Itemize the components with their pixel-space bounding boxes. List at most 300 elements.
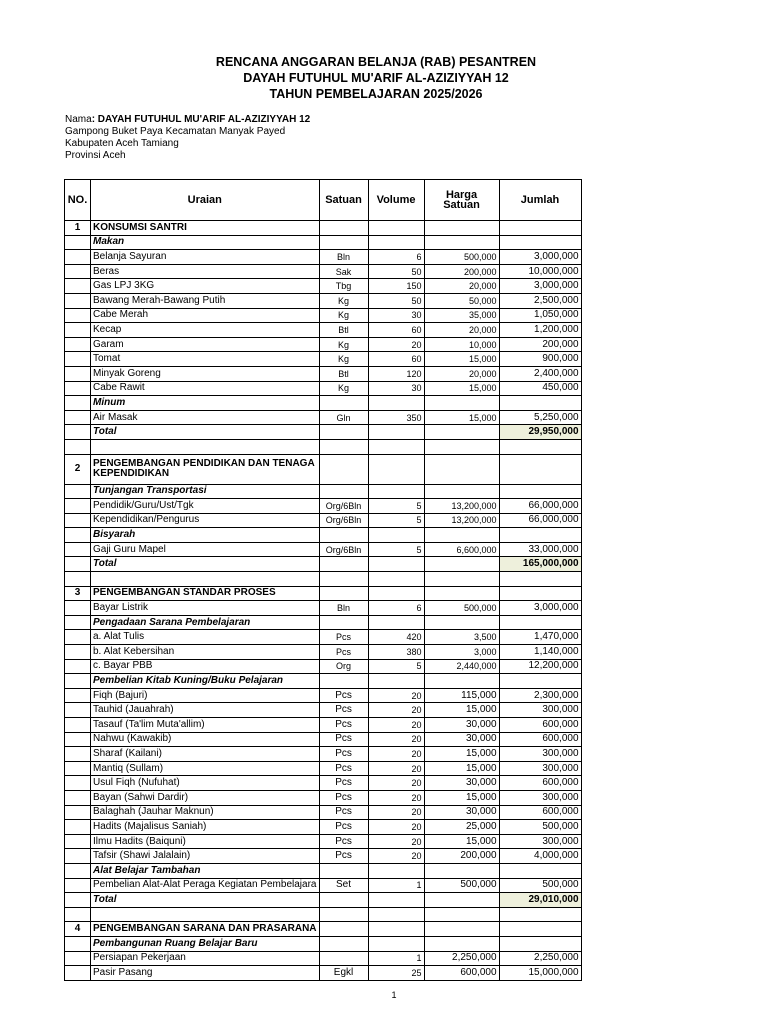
cell-no xyxy=(65,439,91,454)
cell-jumlah: 33,000,000 xyxy=(499,542,581,557)
table-row xyxy=(65,528,582,543)
cell-uraian: Garam xyxy=(91,337,320,352)
cell-no xyxy=(65,572,91,587)
cell-jumlah xyxy=(499,572,581,587)
cell-volume: 20 xyxy=(368,834,424,849)
cell-harga: 50,000 xyxy=(424,293,499,308)
cell-harga: 13,200,000 xyxy=(424,513,499,528)
cell-jumlah: 2,400,000 xyxy=(499,366,581,381)
cell-uraian: Tomat xyxy=(91,352,320,367)
cell-uraian: Pembelian Alat-Alat Peraga Kegiatan Pembelajara xyxy=(91,878,320,893)
cell-harga xyxy=(424,425,499,440)
cell-satuan xyxy=(319,528,368,543)
cell-jumlah xyxy=(499,484,581,499)
cell-no xyxy=(65,528,91,543)
cell-harga: 35,000 xyxy=(424,308,499,323)
cell-satuan: Kg xyxy=(319,381,368,396)
info-address: Gampong Buket Paya Kecamatan Manyak Payed xyxy=(65,126,286,137)
cell-harga xyxy=(424,484,499,499)
cell-satuan xyxy=(319,454,368,484)
cell-harga xyxy=(424,235,499,250)
cell-volume: 5 xyxy=(368,513,424,528)
cell-jumlah: 5,250,000 xyxy=(499,410,581,425)
cell-no xyxy=(65,820,91,835)
cell-no xyxy=(65,805,91,820)
cell-harga: 25,000 xyxy=(424,820,499,835)
cell-satuan xyxy=(319,221,368,236)
table-row xyxy=(65,966,582,981)
table-row xyxy=(65,221,582,236)
cell-harga: 15,000 xyxy=(424,381,499,396)
cell-harga xyxy=(424,936,499,951)
cell-no xyxy=(65,776,91,791)
cell-uraian: Hadits (Majalisus Saniah) xyxy=(91,820,320,835)
table-row xyxy=(65,907,582,922)
cell-satuan: Pcs xyxy=(319,688,368,703)
cell-jumlah: 2,300,000 xyxy=(499,688,581,703)
cell-harga xyxy=(424,454,499,484)
cell-satuan: Pcs xyxy=(319,761,368,776)
cell-harga: 600,000 xyxy=(424,966,499,981)
cell-harga: 15,000 xyxy=(424,761,499,776)
cell-jumlah xyxy=(499,936,581,951)
cell-volume xyxy=(368,586,424,601)
cell-jumlah xyxy=(499,396,581,411)
cell-satuan: Pcs xyxy=(319,645,368,660)
cell-volume xyxy=(368,936,424,951)
cell-jumlah: 600,000 xyxy=(499,776,581,791)
table-row xyxy=(65,601,582,616)
table-row xyxy=(65,352,582,367)
cell-harga: 2,440,000 xyxy=(424,659,499,674)
cell-uraian: Tunjangan Transportasi xyxy=(91,484,320,499)
cell-volume xyxy=(368,893,424,908)
info-province: Provinsi Aceh xyxy=(65,150,126,161)
cell-jumlah: 15,000,000 xyxy=(499,966,581,981)
table-row xyxy=(65,499,582,514)
info-name xyxy=(65,114,310,125)
table-row xyxy=(65,893,582,908)
table-row xyxy=(65,410,582,425)
cell-volume: 20 xyxy=(368,718,424,733)
cell-satuan: Sak xyxy=(319,264,368,279)
cell-satuan xyxy=(319,572,368,587)
cell-volume xyxy=(368,235,424,250)
cell-satuan: Org/6Bln xyxy=(319,499,368,514)
cell-jumlah xyxy=(499,221,581,236)
table-row xyxy=(65,674,582,689)
budget-table xyxy=(64,179,582,981)
cell-jumlah: 300,000 xyxy=(499,747,581,762)
cell-jumlah: 1,200,000 xyxy=(499,323,581,338)
cell-uraian: Fiqh (Bajuri) xyxy=(91,688,320,703)
cell-satuan xyxy=(319,615,368,630)
table-row xyxy=(65,936,582,951)
cell-volume xyxy=(368,572,424,587)
doc-title-line-3: TAHUN PEMBELAJARAN 2025/2026 xyxy=(269,87,483,101)
cell-jumlah xyxy=(499,674,581,689)
cell-volume: 30 xyxy=(368,381,424,396)
table-row xyxy=(65,878,582,893)
cell-jumlah xyxy=(499,586,581,601)
cell-no xyxy=(65,747,91,762)
cell-harga: 200,000 xyxy=(424,849,499,864)
cell-satuan: Kg xyxy=(319,352,368,367)
cell-uraian: Bayar Listrik xyxy=(91,601,320,616)
cell-uraian: PENGEMBANGAN STANDAR PROSES xyxy=(91,586,320,601)
cell-no xyxy=(65,863,91,878)
cell-uraian: Pendidik/Guru/Ust/Tgk xyxy=(91,499,320,514)
cell-no xyxy=(65,688,91,703)
cell-no xyxy=(65,834,91,849)
col-header-satuan: Satuan xyxy=(319,180,368,221)
cell-satuan: Kg xyxy=(319,337,368,352)
table-row xyxy=(65,542,582,557)
cell-uraian: Tafsir (Shawi Jalalain) xyxy=(91,849,320,864)
cell-volume: 6 xyxy=(368,250,424,265)
cell-uraian: PENGEMBANGAN SARANA DAN PRASARANA xyxy=(91,922,320,937)
table-row xyxy=(65,323,582,338)
table-row xyxy=(65,659,582,674)
cell-uraian: Beras xyxy=(91,264,320,279)
cell-jumlah xyxy=(499,863,581,878)
cell-satuan xyxy=(319,936,368,951)
cell-volume: 20 xyxy=(368,776,424,791)
cell-volume: 20 xyxy=(368,849,424,864)
cell-harga: 15,000 xyxy=(424,703,499,718)
cell-uraian: Persiapan Pekerjaan xyxy=(91,951,320,966)
cell-volume xyxy=(368,221,424,236)
cell-jumlah: 300,000 xyxy=(499,834,581,849)
cell-uraian: Cabe Rawit xyxy=(91,381,320,396)
cell-uraian: Belanja Sayuran xyxy=(91,250,320,265)
cell-no xyxy=(65,907,91,922)
cell-uraian: Nahwu (Kawakib) xyxy=(91,732,320,747)
cell-no xyxy=(65,308,91,323)
cell-jumlah: 29,010,000 xyxy=(499,893,581,908)
cell-harga: 2,250,000 xyxy=(424,951,499,966)
cell-harga: 500,000 xyxy=(424,601,499,616)
table-row xyxy=(65,718,582,733)
cell-no xyxy=(65,630,91,645)
col-header-harga: Harga Satuan xyxy=(424,180,499,221)
table-row xyxy=(65,747,582,762)
table-row xyxy=(65,235,582,250)
cell-uraian: Sharaf (Kailani) xyxy=(91,747,320,762)
cell-no xyxy=(65,352,91,367)
cell-no xyxy=(65,410,91,425)
cell-harga: 30,000 xyxy=(424,718,499,733)
cell-satuan: Pcs xyxy=(319,805,368,820)
cell-uraian: a. Alat Tulis xyxy=(91,630,320,645)
cell-harga xyxy=(424,439,499,454)
cell-volume: 20 xyxy=(368,703,424,718)
cell-volume xyxy=(368,396,424,411)
cell-uraian: Bayan (Sahwi Dardir) xyxy=(91,790,320,805)
table-row xyxy=(65,834,582,849)
cell-no xyxy=(65,264,91,279)
cell-volume: 20 xyxy=(368,761,424,776)
cell-uraian: c. Bayar PBB xyxy=(91,659,320,674)
info-regency: Kabupaten Aceh Tamiang xyxy=(65,138,179,149)
cell-satuan xyxy=(319,586,368,601)
cell-volume: 350 xyxy=(368,410,424,425)
table-row xyxy=(65,366,582,381)
table-row xyxy=(65,586,582,601)
table-row xyxy=(65,279,582,294)
table-row xyxy=(65,688,582,703)
cell-uraian: Pengadaan Sarana Pembelajaran xyxy=(91,615,320,630)
cell-harga: 20,000 xyxy=(424,366,499,381)
cell-harga: 3,000 xyxy=(424,645,499,660)
cell-uraian: Minyak Goreng xyxy=(91,366,320,381)
cell-uraian: Gas LPJ 3KG xyxy=(91,279,320,294)
cell-uraian xyxy=(91,907,320,922)
cell-uraian xyxy=(91,439,320,454)
cell-jumlah: 300,000 xyxy=(499,761,581,776)
cell-volume: 60 xyxy=(368,323,424,338)
cell-volume: 20 xyxy=(368,732,424,747)
table-row xyxy=(65,776,582,791)
cell-volume xyxy=(368,425,424,440)
cell-harga: 15,000 xyxy=(424,790,499,805)
table-header-row xyxy=(65,180,582,221)
cell-harga xyxy=(424,863,499,878)
cell-satuan: Pcs xyxy=(319,834,368,849)
cell-harga xyxy=(424,586,499,601)
cell-uraian xyxy=(91,572,320,587)
cell-volume: 5 xyxy=(368,499,424,514)
cell-satuan: Bln xyxy=(319,601,368,616)
table-row xyxy=(65,484,582,499)
cell-harga: 500,000 xyxy=(424,250,499,265)
cell-satuan xyxy=(319,893,368,908)
cell-jumlah: 300,000 xyxy=(499,703,581,718)
cell-uraian: Total xyxy=(91,893,320,908)
cell-volume: 6 xyxy=(368,601,424,616)
table-row xyxy=(65,337,582,352)
page-number: 1 xyxy=(391,990,397,1000)
cell-volume xyxy=(368,674,424,689)
cell-harga: 20,000 xyxy=(424,323,499,338)
cell-harga: 15,000 xyxy=(424,834,499,849)
cell-no xyxy=(65,293,91,308)
cell-jumlah xyxy=(499,439,581,454)
cell-satuan: Pcs xyxy=(319,630,368,645)
cell-uraian: Ilmu Hadits (Baiquni) xyxy=(91,834,320,849)
table-row xyxy=(65,454,582,484)
cell-uraian: Tauhid (Jauahrah) xyxy=(91,703,320,718)
cell-volume: 380 xyxy=(368,645,424,660)
cell-satuan xyxy=(319,396,368,411)
cell-harga xyxy=(424,221,499,236)
cell-harga: 15,000 xyxy=(424,352,499,367)
cell-volume: 20 xyxy=(368,790,424,805)
cell-harga xyxy=(424,922,499,937)
cell-no xyxy=(65,542,91,557)
cell-harga xyxy=(424,674,499,689)
cell-satuan: Kg xyxy=(319,308,368,323)
doc-title-line-2: DAYAH FUTUHUL MU'ARIF AL-AZIZIYYAH 12 xyxy=(243,71,509,85)
cell-jumlah: 66,000,000 xyxy=(499,513,581,528)
cell-satuan xyxy=(319,907,368,922)
table-row xyxy=(65,572,582,587)
cell-harga: 20,000 xyxy=(424,279,499,294)
cell-volume: 420 xyxy=(368,630,424,645)
cell-satuan xyxy=(319,951,368,966)
cell-volume xyxy=(368,557,424,572)
cell-satuan xyxy=(319,235,368,250)
cell-harga xyxy=(424,893,499,908)
cell-no xyxy=(65,761,91,776)
cell-no xyxy=(65,513,91,528)
cell-uraian: Kecap xyxy=(91,323,320,338)
table-row xyxy=(65,293,582,308)
table-row xyxy=(65,805,582,820)
cell-uraian: Makan xyxy=(91,235,320,250)
cell-harga: 3,500 xyxy=(424,630,499,645)
cell-harga: 200,000 xyxy=(424,264,499,279)
cell-satuan: Pcs xyxy=(319,718,368,733)
cell-no xyxy=(65,718,91,733)
cell-uraian: Total xyxy=(91,425,320,440)
cell-satuan: Gln xyxy=(319,410,368,425)
cell-volume xyxy=(368,907,424,922)
cell-satuan xyxy=(319,557,368,572)
cell-satuan xyxy=(319,439,368,454)
table-row xyxy=(65,732,582,747)
cell-jumlah: 500,000 xyxy=(499,878,581,893)
cell-no xyxy=(65,601,91,616)
table-row xyxy=(65,863,582,878)
cell-no xyxy=(65,396,91,411)
cell-jumlah: 2,250,000 xyxy=(499,951,581,966)
cell-no xyxy=(65,893,91,908)
cell-jumlah: 450,000 xyxy=(499,381,581,396)
table-row xyxy=(65,790,582,805)
cell-satuan: Btl xyxy=(319,366,368,381)
table-row xyxy=(65,703,582,718)
cell-harga: 30,000 xyxy=(424,732,499,747)
cell-jumlah: 3,000,000 xyxy=(499,250,581,265)
cell-jumlah: 1,140,000 xyxy=(499,645,581,660)
doc-title-line-1: RENCANA ANGGARAN BELANJA (RAB) PESANTREN xyxy=(215,55,537,69)
cell-uraian: KONSUMSI SANTRI xyxy=(91,221,320,236)
cell-satuan: Pcs xyxy=(319,747,368,762)
cell-satuan: Pcs xyxy=(319,820,368,835)
cell-volume: 20 xyxy=(368,747,424,762)
cell-volume: 120 xyxy=(368,366,424,381)
cell-uraian: b. Alat Kebersihan xyxy=(91,645,320,660)
cell-uraian: Bawang Merah-Bawang Putih xyxy=(91,293,320,308)
cell-satuan: Org/6Bln xyxy=(319,542,368,557)
table-row xyxy=(65,513,582,528)
cell-harga xyxy=(424,907,499,922)
cell-harga: 15,000 xyxy=(424,747,499,762)
cell-satuan: Org/6Bln xyxy=(319,513,368,528)
cell-volume: 60 xyxy=(368,352,424,367)
cell-volume xyxy=(368,863,424,878)
info-name-value: : DAYAH FUTUHUL MU'ARIF AL-AZIZIYYAH 12 xyxy=(91,114,311,125)
cell-no: 4 xyxy=(65,922,91,937)
cell-no xyxy=(65,645,91,660)
cell-no xyxy=(65,936,91,951)
cell-harga: 13,200,000 xyxy=(424,499,499,514)
cell-harga: 10,000 xyxy=(424,337,499,352)
cell-uraian: Pembangunan Ruang Belajar Baru xyxy=(91,936,320,951)
cell-uraian: Air Masak xyxy=(91,410,320,425)
cell-volume: 1 xyxy=(368,878,424,893)
table-row xyxy=(65,645,582,660)
cell-no xyxy=(65,323,91,338)
cell-satuan xyxy=(319,674,368,689)
cell-volume: 30 xyxy=(368,308,424,323)
cell-jumlah: 66,000,000 xyxy=(499,499,581,514)
cell-jumlah: 600,000 xyxy=(499,718,581,733)
col-header-no: NO. xyxy=(65,180,91,221)
cell-jumlah: 2,500,000 xyxy=(499,293,581,308)
cell-jumlah: 3,000,000 xyxy=(499,601,581,616)
cell-no: 1 xyxy=(65,221,91,236)
cell-uraian: Usul Fiqh (Nufuhat) xyxy=(91,776,320,791)
info-name-label: Nama xyxy=(65,114,92,125)
table-row xyxy=(65,425,582,440)
cell-jumlah: 900,000 xyxy=(499,352,581,367)
cell-satuan: Pcs xyxy=(319,703,368,718)
cell-satuan xyxy=(319,922,368,937)
cell-no xyxy=(65,381,91,396)
cell-uraian: Pembelian Kitab Kuning/Buku Pelajaran xyxy=(91,674,320,689)
cell-harga: 115,000 xyxy=(424,688,499,703)
cell-volume xyxy=(368,454,424,484)
cell-jumlah: 10,000,000 xyxy=(499,264,581,279)
cell-volume: 20 xyxy=(368,337,424,352)
cell-volume xyxy=(368,922,424,937)
table-row xyxy=(65,439,582,454)
cell-volume: 50 xyxy=(368,293,424,308)
cell-no xyxy=(65,235,91,250)
cell-no xyxy=(65,484,91,499)
col-header-uraian: Uraian xyxy=(91,180,320,221)
cell-volume xyxy=(368,439,424,454)
cell-volume: 20 xyxy=(368,688,424,703)
cell-jumlah: 1,050,000 xyxy=(499,308,581,323)
cell-harga xyxy=(424,572,499,587)
cell-jumlah xyxy=(499,615,581,630)
cell-no xyxy=(65,279,91,294)
cell-no xyxy=(65,703,91,718)
cell-harga: 30,000 xyxy=(424,805,499,820)
cell-no xyxy=(65,659,91,674)
cell-volume xyxy=(368,528,424,543)
cell-no xyxy=(65,951,91,966)
table-row xyxy=(65,396,582,411)
cell-harga: 15,000 xyxy=(424,410,499,425)
cell-harga: 500,000 xyxy=(424,878,499,893)
cell-jumlah: 12,200,000 xyxy=(499,659,581,674)
cell-satuan: Set xyxy=(319,878,368,893)
cell-jumlah: 300,000 xyxy=(499,790,581,805)
cell-satuan: Org xyxy=(319,659,368,674)
cell-volume: 50 xyxy=(368,264,424,279)
cell-satuan: Egkl xyxy=(319,966,368,981)
cell-no xyxy=(65,557,91,572)
cell-uraian: Mantiq (Sullam) xyxy=(91,761,320,776)
cell-uraian: Pasir Pasang xyxy=(91,966,320,981)
cell-no xyxy=(65,849,91,864)
table-row xyxy=(65,922,582,937)
cell-satuan xyxy=(319,425,368,440)
